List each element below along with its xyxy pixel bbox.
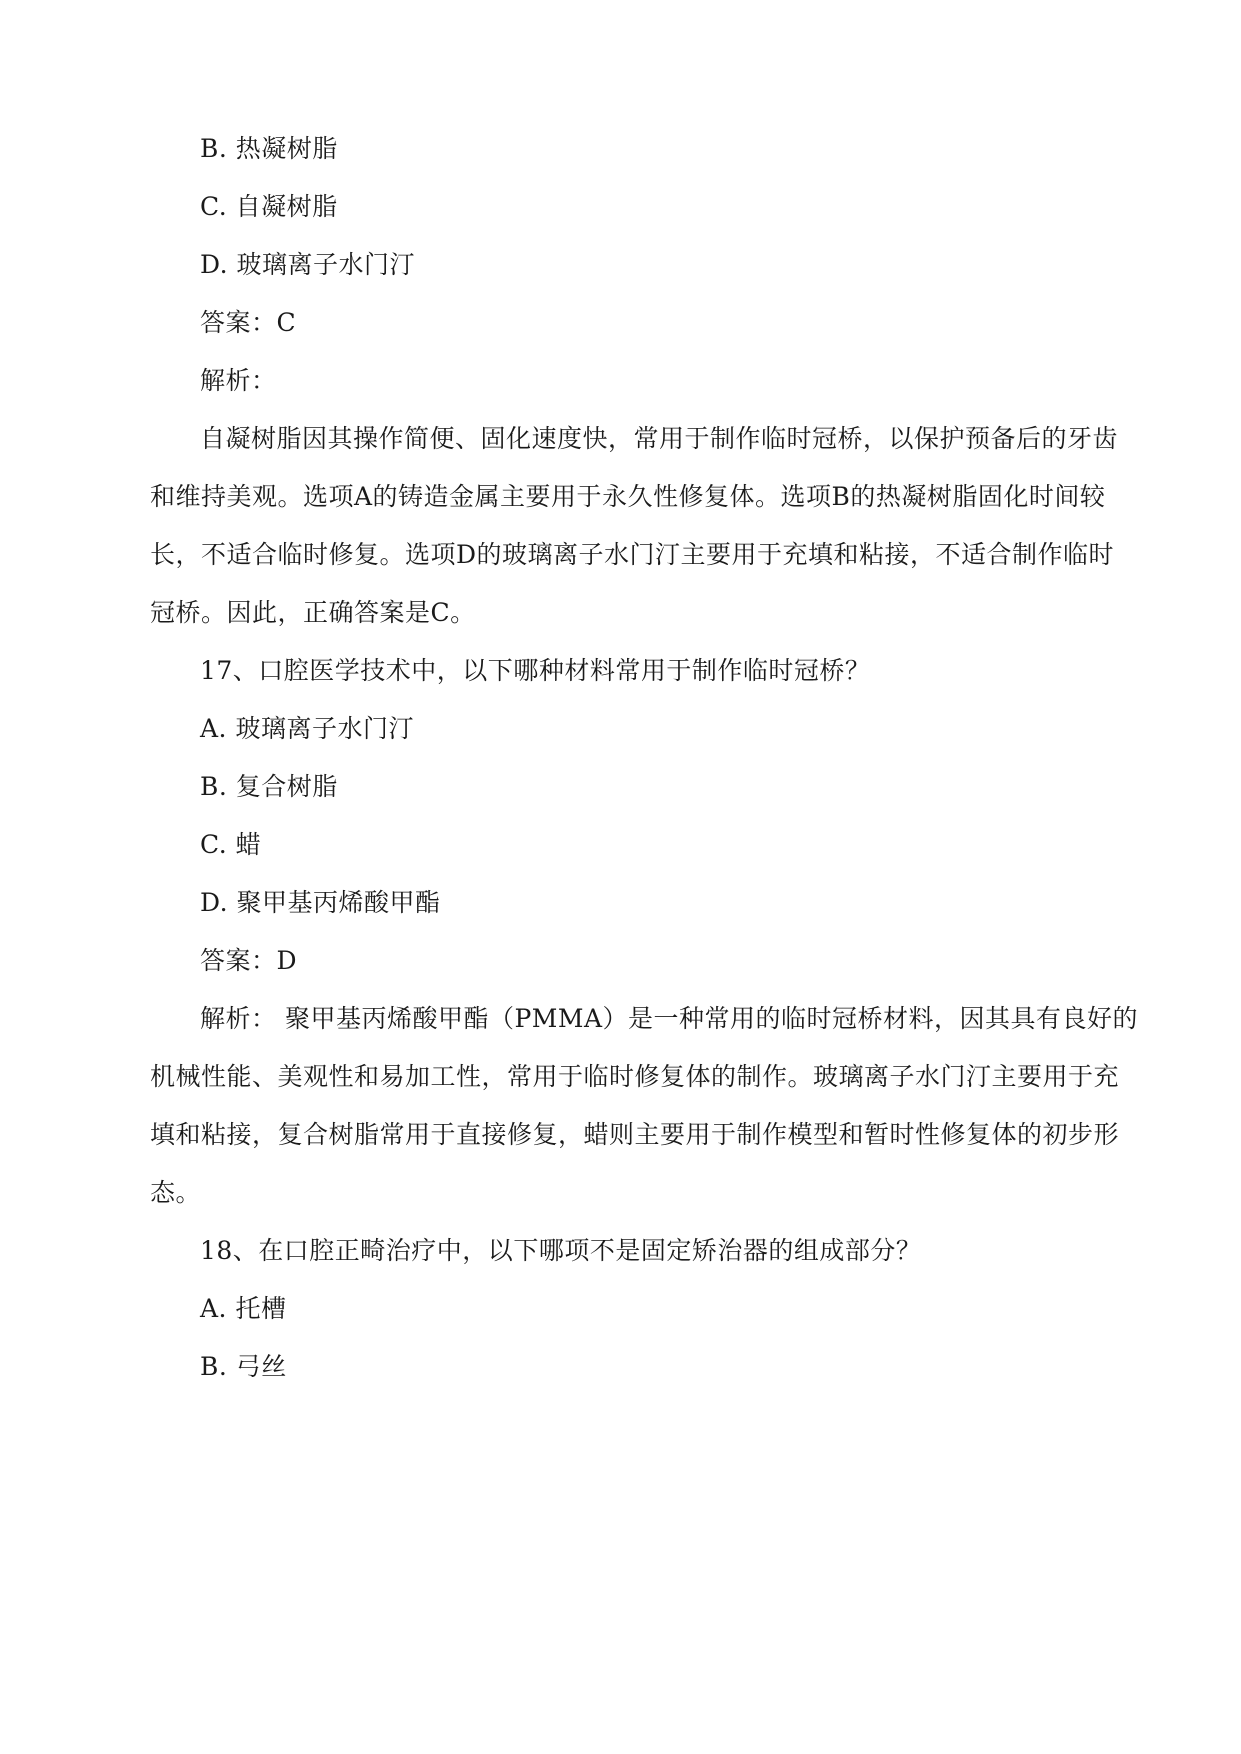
q18-option-a: A. 托槽 (200, 1294, 287, 1323)
q16-analysis-label: 解析： (200, 366, 277, 395)
q16-option-b: B. 热凝树脂 (200, 134, 338, 163)
q17-analysis-line: 解析： 聚甲基丙烯酸甲酯（PMMA）是一种常用的临时冠桥材料，因其具有良好的 (200, 1004, 1139, 1033)
q17-analysis-line: 填和粘接，复合树脂常用于直接修复，蜡则主要用于制作模型和暂时性修复体的初步形 (150, 1120, 1120, 1149)
q16-answer: 答案：C (200, 308, 297, 337)
q17-option-c: C. 蜡 (200, 830, 262, 859)
q18-option-b: B. 弓丝 (200, 1352, 287, 1381)
q17-answer: 答案：D (200, 946, 298, 975)
q17-option-b: B. 复合树脂 (200, 772, 338, 801)
q16-option-c: C. 自凝树脂 (200, 192, 338, 221)
q16-analysis-line: 自凝树脂因其操作简便、固化速度快，常用于制作临时冠桥，以保护预备后的牙齿 (200, 424, 1119, 453)
q16-analysis-line: 和维持美观。选项A的铸造金属主要用于永久性修复体。选项B的热凝树脂固化时间较 (150, 482, 1106, 511)
q16-analysis-line: 冠桥。因此，正确答案是C。 (150, 598, 476, 627)
q17-question: 17、口腔医学技术中，以下哪种材料常用于制作临时冠桥？ (200, 656, 871, 685)
q18-question: 18、在口腔正畸治疗中，以下哪项不是固定矫治器的组成部分？ (200, 1236, 922, 1265)
q17-analysis-line: 机械性能、美观性和易加工性，常用于临时修复体的制作。玻璃离子水门汀主要用于充 (150, 1062, 1120, 1091)
q16-analysis-line: 长，不适合临时修复。选项D的玻璃离子水门汀主要用于充填和粘接，不适合制作临时 (150, 540, 1115, 569)
q17-analysis-line: 态。 (150, 1178, 202, 1207)
q17-option-a: A. 玻璃离子水门汀 (200, 714, 414, 743)
q16-option-d: D. 玻璃离子水门汀 (200, 250, 416, 279)
q17-option-d: D. 聚甲基丙烯酸甲酯 (200, 888, 441, 917)
